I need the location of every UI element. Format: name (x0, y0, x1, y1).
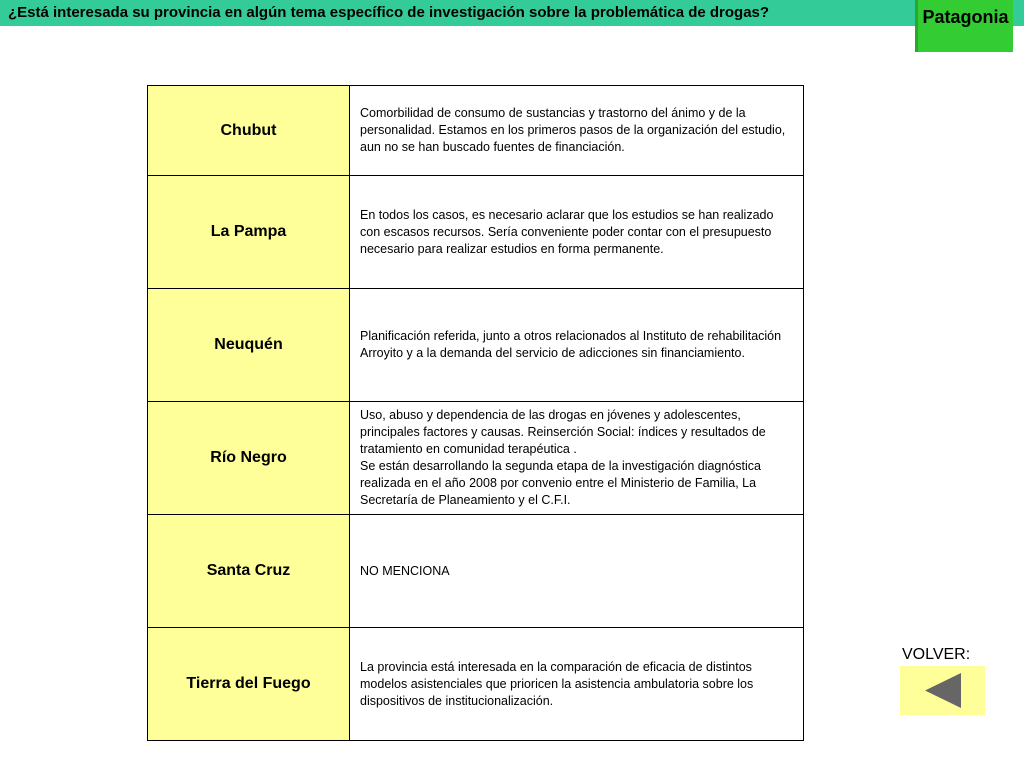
description-cell: NO MENCIONA (350, 515, 804, 628)
region-label: Patagonia (922, 7, 1009, 27)
header-bar (0, 0, 1024, 26)
table-row (148, 86, 804, 176)
description-cell: La provincia está interesada en la comparación de eficacia de distintos modelos asistenciales que prioricen la asistencia ambulatoria sobre los dispositivos de institucionalización. (350, 628, 804, 741)
description-cell: Comorbilidad de consumo de sustancias y trastorno del ánimo y de la personalidad. Estamos en los primeros pasos de la organización del estudio, aun no se han buscado fuentes de financiación. (350, 86, 804, 176)
provinces-table (147, 85, 804, 741)
back-button[interactable] (900, 666, 985, 715)
province-cell: Santa Cruz (148, 515, 350, 628)
province-cell: Chubut (148, 86, 350, 176)
table-row (148, 176, 804, 289)
table-row (148, 402, 804, 515)
back-label: VOLVER: (902, 646, 971, 663)
province-cell: La Pampa (148, 176, 350, 289)
left-triangle-icon (900, 666, 985, 715)
description-cell: Uso, abuso y dependencia de las drogas en jóvenes y adolescentes, principales factores y causas. Reinserción Social: índices y resultados de tratamiento en comunidad terapéutica . Se están desarrollando la segunda etapa de la investigación diagnóstica realizada en el año 2008 por convenio entre el Ministerio de Familia, La Secretaría de Planeamiento y el C.F.I. (350, 402, 804, 515)
table-row (148, 628, 804, 741)
province-cell: Neuquén (148, 289, 350, 402)
province-cell: Río Negro (148, 402, 350, 515)
region-badge (915, 0, 1013, 52)
description-cell: En todos los casos, es necesario aclarar que los estudios se han realizado con escasos recursos. Sería conveniente poder contar con el presupuesto necesario para realizar estudios en forma permanente. (350, 176, 804, 289)
table-row (148, 289, 804, 402)
page-title: ¿Está interesada su provincia en algún tema específico de investigación sobre la problemática de drogas? (8, 4, 770, 21)
province-cell: Tierra del Fuego (148, 628, 350, 741)
description-cell: Planificación referida, junto a otros relacionados al Instituto de rehabilitación Arroyito y a la demanda del servicio de adicciones sin financiamiento. (350, 289, 804, 402)
table-row (148, 515, 804, 628)
